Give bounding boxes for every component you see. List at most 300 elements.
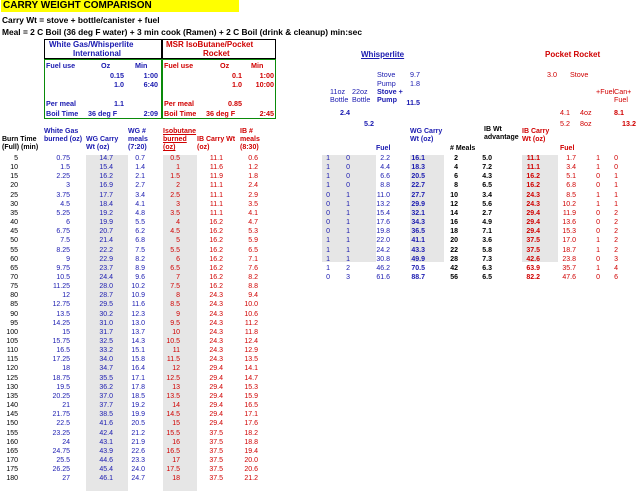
table-cell: 15.9	[244, 392, 258, 400]
table-cell: 8.9	[135, 264, 145, 272]
table-cell: 2	[614, 219, 618, 227]
msr-per-meal: 0.85	[228, 99, 242, 108]
table-row	[0, 466, 640, 474]
table-cell: 115	[6, 356, 18, 364]
pocket-value: 5.2	[560, 119, 570, 128]
pocket-8oz-label: 8oz	[580, 119, 592, 128]
table-cell: 24.3	[209, 319, 223, 327]
whisperlite-stove-label: Stove	[377, 70, 396, 79]
table-cell: 16.4	[131, 365, 145, 373]
table-cell: 16.9	[99, 182, 113, 190]
table-cell: 8.25	[56, 246, 70, 254]
table-cell: 4.8	[135, 209, 145, 217]
col-header-meals: # Meals	[450, 145, 476, 152]
table-cell: 14.25	[52, 319, 70, 327]
table-cell: 22.9	[99, 255, 113, 263]
table-cell: 8.2	[248, 273, 258, 281]
table-cell: 125	[6, 374, 18, 382]
table-cell: 110	[6, 347, 18, 355]
wg-boil-temp: 36 deg F	[88, 109, 118, 118]
msr-header-2: Rocket	[203, 49, 230, 58]
carry-weight-definition: Carry Wt = stove + bottle/canister + fuel	[2, 15, 160, 25]
table-cell: 15.4	[99, 164, 113, 172]
table-cell: 41.6	[99, 420, 113, 428]
table-row	[0, 164, 640, 172]
table-cell: 16.5	[166, 447, 180, 455]
table-cell: 11.9	[562, 209, 576, 217]
table-cell: 12.3	[131, 310, 145, 318]
table-cell: 55	[10, 246, 18, 254]
table-cell: 29.4	[526, 209, 540, 217]
table-cell: 43.9	[99, 447, 113, 455]
table-cell: 180	[6, 475, 18, 483]
wg-cell: 0.15	[110, 71, 124, 80]
bottle-11oz-value: 2.4	[340, 108, 350, 117]
table-row	[0, 375, 640, 383]
table-cell: 30	[10, 200, 18, 208]
table-cell: 16.2	[209, 246, 223, 254]
table-cell: 61.6	[376, 273, 390, 281]
table-cell: 29.4	[209, 365, 223, 373]
table-row	[0, 393, 640, 401]
table-cell: 19.9	[99, 219, 113, 227]
table-cell: 82.2	[526, 273, 540, 281]
table-cell: 1	[346, 237, 350, 245]
table-cell: 16.5	[56, 347, 70, 355]
table-cell: 4	[614, 264, 618, 272]
table-row	[0, 301, 640, 309]
table-cell: 28.0	[99, 283, 113, 291]
table-cell: 21.2	[131, 429, 145, 437]
table-cell: 1	[614, 182, 618, 190]
table-cell: 24.4	[99, 273, 113, 281]
table-cell: 7.6	[248, 264, 258, 272]
table-cell: 18.4	[99, 200, 113, 208]
table-cell: 22.2	[99, 246, 113, 254]
table-cell: 16.2	[209, 283, 223, 291]
table-row	[0, 448, 640, 456]
table-cell: 1	[596, 264, 600, 272]
table-cell: 11.1	[526, 155, 540, 162]
whisperlite-pump-label: Pump	[377, 79, 396, 88]
table-cell: 6.3	[482, 264, 492, 272]
table-cell: 28.7	[99, 292, 113, 300]
table-cell: 11.8	[244, 328, 258, 336]
msr-min-label: Min	[251, 61, 264, 70]
table-cell: 34.0	[99, 356, 113, 364]
table-cell: 0	[596, 182, 600, 190]
table-cell: 35.5	[99, 374, 113, 382]
table-cell: 46.2	[376, 264, 390, 272]
table-cell: 37.5	[209, 466, 223, 474]
table-cell: 15.3	[244, 383, 258, 391]
table-cell: 11.1	[209, 182, 223, 190]
table-cell: 6.75	[56, 228, 70, 236]
table-cell: 4.7	[248, 219, 258, 227]
table-cell: 25.5	[56, 456, 70, 464]
table-cell: 16.2	[209, 255, 223, 263]
table-cell: 17.1	[131, 374, 145, 382]
meal-definition: Meal = 2 C Boil (36 deg F water) + 3 min cook (Ramen) + 2 C Boil (drink & cleanup) min:sec	[2, 27, 362, 37]
table-cell: 12	[62, 292, 70, 300]
table-cell: 2.2	[380, 155, 390, 162]
table-cell: 20.6	[244, 466, 258, 474]
table-cell: 29.9	[411, 200, 425, 208]
table-cell: 16	[450, 219, 458, 227]
table-row	[0, 210, 640, 218]
table-cell: 1	[346, 228, 350, 236]
table-cell: 10.0	[244, 301, 258, 309]
table-cell: 19.2	[99, 209, 113, 217]
table-cell: 3.5	[170, 209, 180, 217]
pocket-value: 4.1	[560, 108, 570, 117]
table-cell: 3.6	[482, 237, 492, 245]
wg-header-2: International	[73, 49, 122, 58]
table-row	[0, 155, 640, 163]
col-header-ib-advantage: IB Wt advantage	[484, 126, 519, 141]
table-cell: 175	[6, 466, 18, 474]
table-cell: 1	[614, 173, 618, 181]
table-cell: 23.8	[562, 255, 576, 263]
table-cell: 2	[614, 237, 618, 245]
table-cell: 14.5	[166, 411, 180, 419]
wg-fuel-use-label: Fuel use	[46, 61, 76, 70]
table-cell: 6	[454, 173, 458, 181]
table-cell: 24.0	[131, 466, 145, 474]
table-cell: 1	[614, 191, 618, 199]
table-cell: 1.5	[170, 173, 180, 181]
table-cell: 37.5	[526, 246, 540, 254]
table-cell: 16.2	[526, 182, 540, 190]
col-header-burn-time: Burn Time (Full) (min)	[2, 136, 39, 151]
table-cell: 2.7	[482, 209, 492, 217]
table-cell: 140	[6, 402, 18, 410]
col-header-wg-burned: White Gas burned (oz)	[44, 128, 83, 143]
table-cell: 70.5	[411, 264, 425, 272]
table-cell: 6	[614, 273, 618, 281]
table-cell: 1	[326, 155, 330, 162]
table-cell: 3	[614, 255, 618, 263]
whisperlite-pump-value: 1.8	[410, 79, 420, 88]
table-row	[0, 173, 640, 181]
table-cell: 1	[596, 191, 600, 199]
table-cell: 21.4	[99, 237, 113, 245]
table-cell: 22.5	[56, 420, 70, 428]
table-cell: 17.5	[166, 466, 180, 474]
table-cell: 75	[10, 283, 18, 291]
table-cell: 37.7	[99, 402, 113, 410]
table-cell: 20.7	[99, 228, 113, 236]
table-cell: 16.2	[209, 273, 223, 281]
table-row	[0, 402, 640, 410]
table-row	[0, 420, 640, 428]
table-cell: 23.3	[131, 456, 145, 464]
table-cell: 1	[346, 219, 350, 227]
table-cell: 1	[326, 255, 330, 263]
table-cell: 160	[6, 438, 18, 446]
table-cell: 9	[66, 255, 70, 263]
table-cell: 0.6	[248, 155, 258, 162]
table-cell: 15	[10, 173, 18, 181]
table-cell: 4.1	[135, 200, 145, 208]
table-cell: 1	[346, 191, 350, 199]
pocket-value: 13.2	[622, 119, 636, 128]
table-cell: 7.5	[135, 246, 145, 254]
col-header-fuel: Fuel	[376, 145, 391, 152]
table-cell: 0	[346, 155, 350, 162]
table-cell: 16.2	[99, 173, 113, 181]
table-cell: 17.6	[244, 420, 258, 428]
table-cell: 2	[176, 182, 180, 190]
table-cell: 13.5	[244, 356, 258, 364]
table-cell: 130	[6, 383, 18, 391]
table-cell: 8.5	[566, 191, 576, 199]
table-cell: 24	[62, 438, 70, 446]
table-cell: 0	[326, 200, 330, 208]
table-cell: 42	[450, 264, 458, 272]
table-cell: 5.25	[56, 209, 70, 217]
table-cell: 17.0	[562, 237, 576, 245]
whisperlite-stove-pump-label: Stove + Pump	[377, 87, 403, 104]
table-cell: 11.6	[131, 301, 145, 309]
table-cell: 0	[596, 173, 600, 181]
pocket-value: 8.1	[614, 108, 624, 117]
table-cell: 12	[172, 365, 180, 373]
table-cell: 11.25	[53, 283, 70, 291]
msr-oz-label: Oz	[220, 61, 230, 70]
table-cell: 34.7	[99, 365, 113, 373]
table-row	[0, 430, 640, 438]
table-cell: 0	[326, 209, 330, 217]
table-cell: 44.6	[99, 456, 113, 464]
table-cell: 15.4	[376, 209, 390, 217]
table-cell: 36.2	[99, 383, 113, 391]
table-cell: 4.9	[482, 219, 492, 227]
table-cell: 1	[176, 164, 180, 172]
table-cell: 37.5	[209, 475, 223, 483]
table-cell: 7	[176, 273, 180, 281]
table-cell: 3.4	[482, 191, 492, 199]
table-cell: 19.5	[56, 383, 70, 391]
table-cell: 6.8	[135, 237, 145, 245]
bottle-11oz-label: 11oz Bottle	[330, 87, 349, 104]
table-cell: 45.4	[99, 466, 113, 474]
msr-fuel-use-label: Fuel use	[164, 61, 194, 70]
table-row	[0, 347, 640, 355]
table-cell: 135	[6, 392, 18, 400]
msr-cell: 0.1	[232, 71, 242, 80]
table-cell: 13.2	[376, 200, 390, 208]
table-row	[0, 247, 640, 255]
table-cell: 0	[326, 219, 330, 227]
table-cell: 2.1	[135, 173, 145, 181]
table-cell: 16.1	[411, 155, 425, 162]
table-row	[0, 274, 640, 282]
table-cell: 1	[596, 246, 600, 254]
table-cell: 3	[346, 273, 350, 281]
table-cell: 1	[596, 155, 600, 162]
table-cell: 4	[176, 219, 180, 227]
table-cell: 6.5	[482, 182, 492, 190]
table-cell: 85	[10, 301, 18, 309]
table-cell: 31.0	[99, 319, 113, 327]
table-cell: 5.8	[482, 246, 492, 254]
table-cell: 19.2	[131, 402, 145, 410]
table-cell: 1.5	[60, 164, 70, 172]
table-cell: 150	[6, 420, 18, 428]
table-cell: 0	[326, 191, 330, 199]
table-cell: 0	[326, 273, 330, 281]
whisperlite-stove-value: 9.7	[410, 70, 420, 79]
table-cell: 14	[172, 402, 180, 410]
bottle-22oz-value: 5.2	[364, 119, 374, 128]
table-cell: 15.75	[52, 338, 70, 345]
table-cell: 11.6	[209, 164, 223, 172]
table-cell: 4.5	[60, 200, 70, 208]
table-cell: 8.2	[135, 255, 145, 263]
table-cell: 18.7	[562, 246, 576, 254]
table-cell: 1	[596, 200, 600, 208]
table-cell: 37.5	[209, 447, 223, 455]
table-cell: 11.1	[209, 155, 223, 162]
table-cell: 2.9	[248, 191, 258, 199]
table-cell: 14.1	[244, 365, 258, 373]
table-cell: 1.2	[248, 164, 258, 172]
table-cell: 29.4	[209, 392, 223, 400]
table-cell: 12.4	[244, 338, 258, 345]
table-cell: 20	[10, 182, 18, 190]
table-cell: 11.0	[376, 191, 390, 199]
table-cell: 1	[346, 209, 350, 217]
table-row	[0, 439, 640, 447]
table-cell: 29.5	[99, 301, 113, 309]
table-cell: 37.0	[99, 392, 113, 400]
table-cell: 29.4	[209, 383, 223, 391]
bottle-22oz-label: 22oz Bottle	[352, 87, 371, 104]
table-cell: 30.2	[99, 310, 113, 318]
table-cell: 24.3	[209, 328, 223, 336]
table-cell: 3.4	[566, 164, 576, 172]
table-cell: 3.75	[56, 191, 70, 199]
table-cell: 16.2	[526, 173, 540, 181]
wg-min-label: Min	[135, 61, 148, 70]
table-cell: 155	[6, 429, 18, 437]
table-cell: 10.5	[56, 273, 70, 281]
table-row	[0, 201, 640, 209]
table-cell: 11.2	[244, 319, 258, 327]
table-cell: 10	[10, 164, 18, 172]
pocket-stove-value: 3.0	[547, 70, 557, 79]
table-cell: 29.4	[209, 420, 223, 428]
table-row	[0, 457, 640, 465]
table-cell: 4.4	[380, 164, 390, 172]
msr-boil-time: 2:45	[259, 109, 274, 118]
table-cell: 23.25	[52, 429, 70, 437]
table-cell: 5.0	[482, 155, 492, 162]
table-cell: 2	[614, 209, 618, 217]
table-cell: 5.9	[248, 237, 258, 245]
table-cell: 17.6	[376, 219, 390, 227]
table-cell: 42.6	[526, 255, 540, 263]
table-row	[0, 283, 640, 291]
table-cell: 16	[172, 438, 180, 446]
table-cell: 22	[450, 246, 458, 254]
table-cell: 24.3	[209, 338, 223, 345]
table-cell: 24.7	[131, 475, 145, 483]
table-cell: 17.1	[244, 411, 258, 419]
msr-boil-label: Boil Time	[164, 109, 197, 118]
table-cell: 16.2	[209, 237, 223, 245]
table-cell: 22.6	[131, 447, 145, 455]
table-cell: 30.8	[376, 255, 390, 263]
table-cell: 165	[6, 447, 18, 455]
table-cell: 3	[66, 182, 70, 190]
pocket-can-fuel-label: Can+ Fuel	[614, 87, 632, 104]
table-cell: 49.9	[411, 255, 425, 263]
table-cell: 120	[6, 365, 18, 373]
table-cell: 9.5	[170, 319, 180, 327]
table-cell: 14.7	[99, 155, 113, 162]
table-cell: 60	[10, 255, 18, 263]
col-header-fuel-2: Fuel	[560, 145, 575, 152]
col-header-ib-meals: IB # meals (8:30)	[240, 128, 260, 151]
table-row	[0, 292, 640, 300]
table-cell: 43.1	[99, 438, 113, 446]
table-cell: 17.8	[131, 383, 145, 391]
table-cell: 24.75	[52, 447, 70, 455]
table-cell: 10	[172, 328, 180, 336]
table-cell: 20.0	[244, 456, 258, 464]
table-row	[0, 365, 640, 373]
table-cell: 6	[176, 255, 180, 263]
table-cell: 4.3	[482, 173, 492, 181]
wg-per-meal: 1.1	[114, 99, 124, 108]
table-cell: 6.6	[380, 173, 390, 181]
table-cell: 8	[454, 182, 458, 190]
table-cell: 16.2	[209, 264, 223, 272]
table-cell: 20.5	[131, 420, 145, 428]
table-cell: 24.2	[376, 246, 390, 254]
table-cell: 18.8	[244, 438, 258, 446]
table-cell: 9.4	[248, 292, 258, 300]
table-cell: 8.5	[170, 301, 180, 309]
table-cell: 4	[454, 164, 458, 172]
msr-header-1: MSR IsoButane/Pocket	[166, 40, 254, 49]
table-cell: 17.7	[99, 191, 113, 199]
table-cell: 9	[176, 310, 180, 318]
sheet-title: CARRY WEIGHT COMPARISON	[1, 0, 239, 12]
table-cell: 6.2	[135, 228, 145, 236]
table-cell: 5.5	[170, 246, 180, 254]
table-cell: 15.5	[166, 429, 180, 437]
table-cell: 8	[176, 292, 180, 300]
table-cell: 16.2	[209, 228, 223, 236]
table-row	[0, 237, 640, 245]
table-cell: 6.8	[566, 182, 576, 190]
table-cell: 70	[10, 273, 18, 281]
table-cell: 0	[596, 219, 600, 227]
table-cell: 1.7	[566, 155, 576, 162]
table-cell: 19.4	[244, 447, 258, 455]
table-cell: 95	[10, 319, 18, 327]
table-cell: 2	[614, 246, 618, 254]
table-cell: 15.3	[562, 228, 576, 236]
table-cell: 5	[14, 155, 18, 162]
table-cell: 24.3	[209, 347, 223, 355]
table-cell: 11.5	[166, 356, 180, 364]
table-row	[0, 384, 640, 392]
table-cell: 145	[6, 411, 18, 419]
